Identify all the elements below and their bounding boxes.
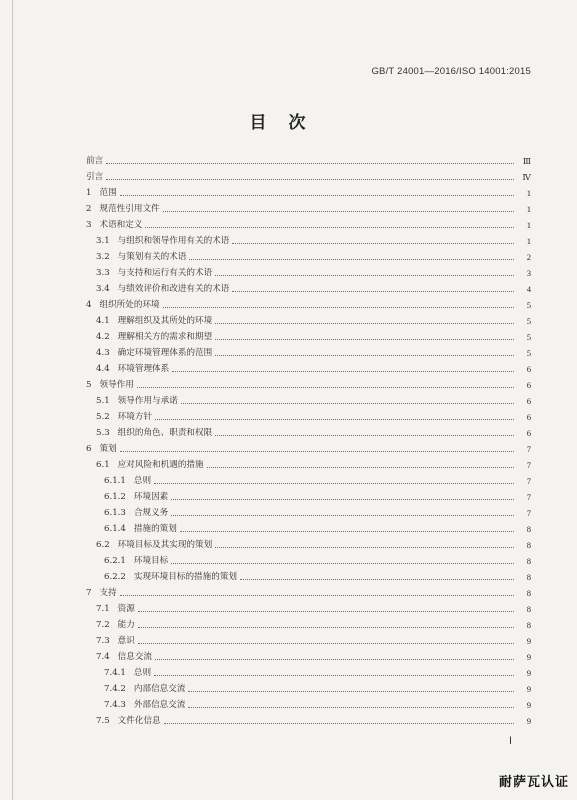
toc-entry <box>96 392 531 406</box>
toc-entry-number: 2 <box>86 204 92 214</box>
toc-entry <box>96 248 531 262</box>
toc-entry-number: 6.2 <box>96 540 110 550</box>
toc-entry-title: 文件化信息 <box>117 716 161 726</box>
toc-entry-title: 内部信息交流 <box>133 684 186 694</box>
toc-entry-title: 资源 <box>117 604 135 614</box>
toc-entry <box>86 184 531 198</box>
toc-entry <box>96 264 531 278</box>
toc-leader-dots <box>189 258 514 260</box>
toc-entry <box>86 376 531 390</box>
toc-entry <box>96 328 531 342</box>
toc-entry <box>96 344 531 358</box>
toc-entry-title: 环境目标 <box>133 556 169 566</box>
toc-entry-title: 信息交流 <box>117 652 153 662</box>
toc-entry-number: 6.1.4 <box>104 524 126 534</box>
toc-entry-page: 7 <box>526 460 531 470</box>
toc-entry <box>86 440 531 454</box>
toc-entry-page: 7 <box>526 444 531 454</box>
toc-entry-number: 7.3 <box>96 636 110 646</box>
toc-entry-title: 领导作用 <box>99 380 134 390</box>
toc-entry <box>86 200 531 214</box>
toc-entry-page: 6 <box>526 412 531 422</box>
toc-entry-page: 8 <box>526 572 531 582</box>
toc-entry-number: 7.5 <box>96 716 110 726</box>
toc-entry-number: 7 <box>86 588 92 598</box>
toc-entry-page: 9 <box>526 684 531 694</box>
toc-entry-number: 7.1 <box>96 604 110 614</box>
toc-entry-page: 9 <box>526 700 531 710</box>
toc-entry-number: 1 <box>86 188 92 198</box>
toc-leader-dots <box>120 194 514 196</box>
toc-entry <box>86 216 531 230</box>
toc-entry <box>96 616 531 630</box>
toc-entry-title: 与绩效评价和改进有关的术语 <box>117 284 230 294</box>
toc-entry-number: 5.2 <box>96 412 110 422</box>
toc-entry <box>96 312 531 326</box>
toc-leader-dots <box>232 290 514 292</box>
toc-entry-number: 5.1 <box>96 396 110 406</box>
toc-entry-page: 6 <box>526 380 531 390</box>
toc-leader-dots <box>171 498 514 500</box>
toc-entry-page: 1 <box>526 220 531 230</box>
toc-entry-page: 9 <box>526 636 531 646</box>
toc-entry-title: 应对风险和机遇的措施 <box>117 460 204 470</box>
toc-entry-title: 理解组织及其所处的环境 <box>117 316 213 326</box>
toc-entry-number: 3.4 <box>96 284 110 294</box>
toc-entry-title: 措施的策划 <box>133 524 177 534</box>
toc-entry-title: 术语和定义 <box>99 220 143 230</box>
toc-leader-dots <box>163 306 514 308</box>
toc-entry <box>96 360 531 374</box>
toc-entry-page: 8 <box>526 556 531 566</box>
toc-entry <box>104 520 531 534</box>
toc-entry-number: 3.2 <box>96 252 110 262</box>
toc-leader-dots <box>215 434 514 436</box>
toc-leader-dots <box>155 418 514 420</box>
toc-entry-title: 确定环境管理体系的范围 <box>117 348 213 358</box>
toc-entry-title: 前言 <box>86 156 104 166</box>
toc-leader-dots <box>215 546 514 548</box>
toc-entry-page: 8 <box>526 588 531 598</box>
toc-leader-dots <box>171 514 514 516</box>
toc-entry-page: 4 <box>526 284 531 294</box>
toc-leader-dots <box>154 482 514 484</box>
toc-entry-page: 5 <box>526 316 531 326</box>
toc-leader-dots <box>215 274 514 276</box>
page-title: 目次 <box>249 113 328 133</box>
toc-entry-page: 7 <box>526 508 531 518</box>
toc-entry-number: 4.4 <box>96 364 110 374</box>
toc-leader-dots <box>120 594 514 596</box>
toc-leader-dots <box>163 210 514 212</box>
toc-entry-page: 8 <box>526 604 531 614</box>
toc-entry <box>96 280 531 294</box>
toc-entry-page: 8 <box>526 540 531 550</box>
toc-entry-number: 6.1.3 <box>104 508 126 518</box>
toc-entry-title: 规范性引用文件 <box>99 204 160 214</box>
toc-entry-page: 6 <box>526 428 531 438</box>
toc-entry-page: 8 <box>526 524 531 534</box>
toc-entry-page: 7 <box>526 492 531 502</box>
toc-entry-page: 8 <box>526 620 531 630</box>
toc-entry-title: 支持 <box>99 588 117 598</box>
toc-entry-page: Ⅳ <box>522 172 531 182</box>
toc-leader-dots <box>180 530 514 532</box>
toc-entry-page: 6 <box>526 396 531 406</box>
toc-entry-page: Ⅲ <box>522 156 531 166</box>
toc-entry <box>86 584 531 598</box>
toc-leader-dots <box>181 402 514 404</box>
toc-leader-dots <box>106 162 514 164</box>
toc-leader-dots <box>120 450 514 452</box>
toc-leader-dots <box>145 226 514 228</box>
toc-leader-dots <box>171 562 514 564</box>
toc-entry-number: 7.4.2 <box>104 684 126 694</box>
toc-entry <box>96 712 531 726</box>
toc-entry-page: 9 <box>526 716 531 726</box>
toc-entry-page: 5 <box>526 332 531 342</box>
toc-entry <box>96 648 531 662</box>
toc-entry-title: 与策划有关的术语 <box>117 252 187 262</box>
toc-entry-title: 外部信息交流 <box>133 700 186 710</box>
toc-entry <box>104 552 531 566</box>
toc-entry <box>96 600 531 614</box>
toc-entry-page: 7 <box>526 476 531 486</box>
toc-entry-title: 组织的角色、职责和权限 <box>117 428 213 438</box>
toc-entry <box>96 536 531 550</box>
toc-entry-page: 6 <box>526 364 531 374</box>
toc-entry-title: 环境因素 <box>133 492 169 502</box>
toc-entry-page: 3 <box>526 268 531 278</box>
toc-leader-dots <box>215 322 514 324</box>
page-number: Ⅰ <box>509 736 512 747</box>
toc-entry-title: 环境管理体系 <box>117 364 170 374</box>
toc-leader-dots <box>188 706 514 708</box>
toc-entry-title: 与组织和领导作用有关的术语 <box>117 236 230 246</box>
toc-entry-number: 7.4 <box>96 652 110 662</box>
toc-entry-title: 策划 <box>99 444 117 454</box>
toc-entry <box>96 632 531 646</box>
toc-leader-dots <box>215 338 514 340</box>
toc-entry <box>104 488 531 502</box>
toc-entry-page: 9 <box>526 668 531 678</box>
toc-leader-dots <box>154 674 514 676</box>
toc-entry-number: 6.1.1 <box>104 476 126 486</box>
toc-leader-dots <box>215 354 514 356</box>
toc-entry-title: 实现环境目标的措施的策划 <box>133 572 238 582</box>
toc-entry-number: 6.2.2 <box>104 572 126 582</box>
toc-entry <box>96 408 531 422</box>
toc-entry-number: 6.1 <box>96 460 110 470</box>
toc-leader-dots <box>240 578 514 580</box>
toc-entry-title: 合规义务 <box>133 508 169 518</box>
toc-entry-page: 5 <box>526 300 531 310</box>
toc-leader-dots <box>188 690 514 692</box>
toc-entry <box>104 472 531 486</box>
toc-entry <box>104 680 531 694</box>
toc-leader-dots <box>207 466 514 468</box>
toc-entry-page: 5 <box>526 348 531 358</box>
toc-entry-number: 6 <box>86 444 92 454</box>
toc-entry-title: 组织所处的环境 <box>99 300 160 310</box>
toc-leader-dots <box>232 242 514 244</box>
toc-entry-number: 5 <box>86 380 92 390</box>
toc-leader-dots <box>137 386 514 388</box>
toc-entry <box>104 504 531 518</box>
toc-entry <box>86 296 531 310</box>
toc-entry-title: 理解相关方的需求和期望 <box>117 332 213 342</box>
toc-entry <box>104 696 531 710</box>
toc-leader-dots <box>155 658 514 660</box>
toc-entry-number: 7.4.3 <box>104 700 126 710</box>
watermark-logo-text: 耐萨瓦认证 <box>498 775 569 790</box>
standard-code: GB/T 24001—2016/ISO 14001:2015 <box>371 66 531 77</box>
toc-entry-title: 引言 <box>86 172 104 182</box>
toc-leader-dots <box>138 610 514 612</box>
toc-entry-number: 4.1 <box>96 316 110 326</box>
toc-entry-page: 1 <box>526 236 531 246</box>
toc-entry <box>96 456 531 470</box>
toc-leader-dots <box>164 722 514 724</box>
toc-entry <box>104 664 531 678</box>
toc-entry <box>86 168 531 182</box>
toc-entry-number: 6.1.2 <box>104 492 126 502</box>
toc-entry-number: 5.3 <box>96 428 110 438</box>
toc-entry-number: 3 <box>86 220 92 230</box>
toc-entry-page: 1 <box>526 204 531 214</box>
toc-entry-number: 6.2.1 <box>104 556 126 566</box>
toc-entry <box>96 424 531 438</box>
toc-entry-number: 7.2 <box>96 620 110 630</box>
toc-entry <box>86 152 531 166</box>
toc-entry-title: 能力 <box>117 620 135 630</box>
toc-entry-title: 总则 <box>133 668 152 678</box>
toc-entry-number: 3.3 <box>96 268 110 278</box>
toc-entry-number: 7.4.1 <box>104 668 126 678</box>
toc-leader-dots <box>106 178 514 180</box>
toc-entry-title: 与支持和运行有关的术语 <box>117 268 213 278</box>
toc-entry-number: 4.3 <box>96 348 110 358</box>
toc-entry-number: 4 <box>86 300 92 310</box>
toc-leader-dots <box>172 370 514 372</box>
toc-entry-number: 4.2 <box>96 332 110 342</box>
toc-entry-page: 9 <box>526 652 531 662</box>
toc-entry <box>96 232 531 246</box>
toc-entry <box>104 568 531 582</box>
toc-entry-title: 环境方针 <box>117 412 153 422</box>
toc-entry-title: 领导作用与承诺 <box>117 396 178 406</box>
toc-entry-number: 3.1 <box>96 236 110 246</box>
toc-entry-title: 环境目标及其实现的策划 <box>117 540 213 550</box>
toc-entry-title: 意识 <box>117 636 135 646</box>
toc-entry-title: 范围 <box>99 188 117 198</box>
toc-entry-page: 1 <box>526 188 531 198</box>
toc-leader-dots <box>138 626 514 628</box>
toc-entry-page: 2 <box>526 252 531 262</box>
toc-entry-title: 总则 <box>133 476 152 486</box>
toc-leader-dots <box>138 642 514 644</box>
